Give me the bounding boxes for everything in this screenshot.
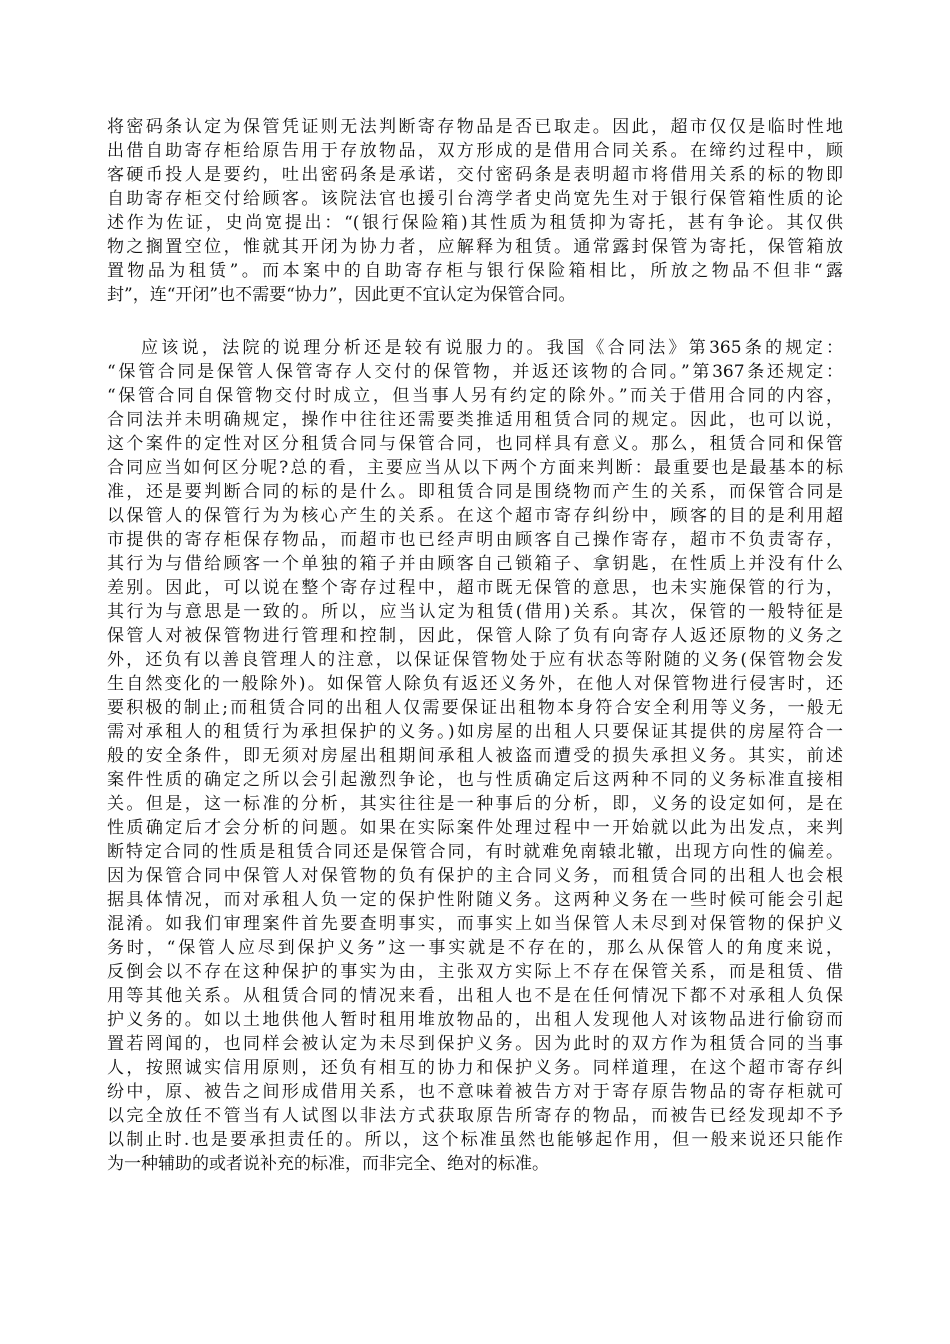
text-line: 其行为与借给顾客一个单独的箱子并由顾客自己锁箱子、拿钥匙，在性质上并没有什么 — [107, 554, 843, 574]
text-line: 述作为佐证，史尚宽提出：“(银行保险箱)其性质为租赁抑为寄托，甚有争论。其仅供 — [107, 213, 843, 233]
text-line: 生自然变化的一般除外)。如保管人除负有返还义务外，在他人对保管物进行侵害时，还 — [107, 674, 843, 694]
text-line: 出借自助寄存柜给原告用于存放物品，双方形成的是借用合同关系。在缔约过程中，顾 — [107, 141, 843, 161]
text-line: 以完全放任不管当有人试图以非法方式获取原告所寄存的物品，而被告已经发现却不予 — [107, 1106, 843, 1126]
text-line: 关。但是，这一标准的分析，其实往往是一种事后的分析，即，义务的设定如何，是在 — [107, 794, 843, 814]
text-line: 合同法并未明确规定，操作中往往还需要类推适用租赁合同的规定。因此，也可以说， — [107, 410, 843, 430]
text-line: 置若罔闻的，也同样会被认定为未尽到保护义务。因为此时的双方作为租赁合同的当事 — [107, 1034, 843, 1054]
text-line: 其行为与意思是一致的。所以，应当认定为租赁(借用)关系。其次，保管的一般特征是 — [107, 602, 843, 622]
text-line: 案件性质的确定之所以会引起激烈争论，也与性质确定后这两种不同的义务标准直接相 — [107, 770, 843, 790]
text-line: 准，还是要判断合同的标的是什么。即租赁合同是围绕物而产生的关系，而保管合同是 — [107, 482, 843, 502]
text-line: 据具体情况，而对承租人负一定的保护性附随义务。这两种义务在一些时候可能会引起 — [107, 890, 843, 910]
text-line: 人，按照诚实信用原则，还负有相互的协力和保护义务。同样道理，在这个超市寄存纠 — [107, 1058, 843, 1078]
text-line: 反倒会以不存在这种保护的事实为由，主张双方实际上不存在保管关系，而是租赁、借 — [107, 962, 843, 982]
text-line: 自助寄存柜交付给顾客。该院法官也援引台湾学者史尚宽先生对于银行保管箱性质的论 — [107, 189, 843, 209]
text-line: 置物品为租赁”。而本案中的自助寄存柜与银行保险箱相比，所放之物品不但非“露 — [107, 261, 843, 281]
text-line: 差别。因此，可以说在整个寄存过程中，超市既无保管的意思，也未实施保管的行为， — [107, 578, 843, 598]
text-line: 保管人对被保管物进行管理和控制，因此，保管人除了负有向寄存人返还原物的义务之 — [107, 626, 843, 646]
text-line: 以保管人的保管行为为核心产生的关系。在这个超市寄存纠纷中，顾客的目的是利用超 — [107, 506, 843, 526]
text-line: 断特定合同的性质是租赁合同还是保管合同，有时就难免南辕北辙，出现方向性的偏差。 — [107, 842, 843, 862]
text-line: 护义务的。如以土地供他人暂时租用堆放物品的，出租人发现他人对该物品进行偷窃而 — [107, 1010, 843, 1030]
paragraph-2 — [107, 336, 843, 1176]
text-line: 以制止时.也是要承担责任的。所以，这个标准虽然也能够起作用，但一般来说还只能作 — [107, 1130, 843, 1150]
text-line: 这个案件的定性对区分租赁合同与保管合同，也同样具有意义。那么，租赁合同和保管 — [107, 434, 843, 454]
text-line: 性质确定后才会分析的问题。如果在实际案件处理过程中一开始就以此为出发点，来判 — [107, 818, 843, 838]
text-line: 客硬币投人是要约，吐出密码条是承诺，交付密码条是表明超市将借用关系的标的物即 — [107, 165, 843, 185]
text-line: 外，还负有以善良管理人的注意，以保证保管物处于应有状态等附随的义务(保管物会发 — [107, 650, 843, 670]
text-line: 封”，连“开闭”也不需要“协力”，因此更不宜认定为保管合同。 — [107, 285, 576, 305]
text-line: “保管合同自保管物交付时成立，但当事人另有约定的除外。”而关于借用合同的内容， — [107, 386, 843, 406]
paragraph-1 — [107, 115, 843, 307]
text-line: 务时，“保管人应尽到保护义务”这一事实就是不存在的，那么从保管人的角度来说， — [107, 938, 843, 958]
text-line: 因为保管合同中保管人对保管物的负有保护的主合同义务，而租赁合同的出租人也会根 — [107, 866, 843, 886]
text-line: 为一种辅助的或者说补充的标准，而非完全、绝对的标准。 — [107, 1154, 549, 1174]
text-line: 纷中，原、被告之间形成借用关系，也不意味着被告方对于寄存原告物品的寄存柜就可 — [107, 1082, 843, 1102]
text-line: 般的安全条件，即无须对房屋出租期间承租人被盗而遭受的损失承担义务。其实，前述 — [107, 746, 843, 766]
text-line: “保管合同是保管人保管寄存人交付的保管物，并返还该物的合同。”第367条还规定： — [107, 362, 843, 382]
text-line: 市提供的寄存柜保存物品，而超市也已经声明由顾客自己操作寄存，超市不负责寄存， — [107, 530, 843, 550]
text-line: 用等其他关系。从租赁合同的情况来看，出租人也不是在任何情况下都不对承租人负保 — [107, 986, 843, 1006]
text-line: 合同应当如何区分呢?总的看，主要应当从以下两个方面来判断：最重要也是最基本的标 — [107, 458, 843, 478]
text-line: 将密码条认定为保管凭证则无法判断寄存物品是否已取走。因此，超市仅仅是临时性地 — [107, 117, 843, 137]
text-line: 要积极的制止;而租赁合同的出租人仅需要保证出租物本身符合安全利用等义务，一般无 — [107, 698, 843, 718]
text-line: 混淆。如我们审理案件首先要查明事实，而事实上如当保管人未尽到对保管物的保护义 — [107, 914, 843, 934]
text-line: 需对承租人的租赁行为承担保护的义务。)如房屋的出租人只要保证其提供的房屋符合一 — [107, 722, 843, 742]
text-line: 物之搁置空位，惟就其开闭为协力者，应解释为租赁。通常露封保管为寄托，保管箱放 — [107, 237, 843, 257]
text-line: 应该说，法院的说理分析还是较有说服力的。我国《合同法》第365条的规定： — [141, 338, 843, 358]
